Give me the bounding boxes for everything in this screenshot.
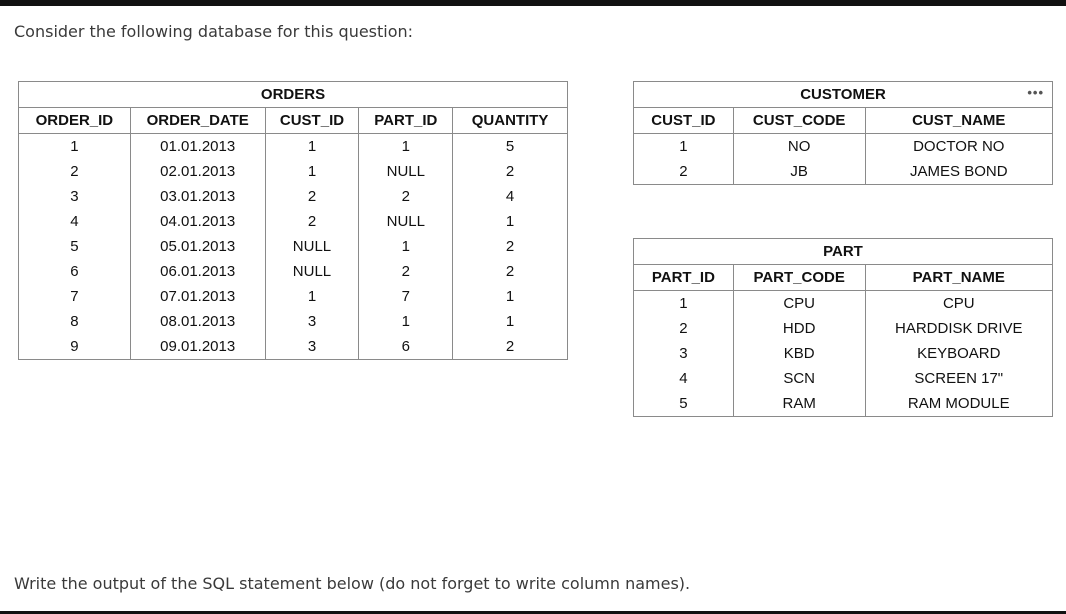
- table-row: [634, 391, 1053, 417]
- table-cell: 07.01.2013: [130, 284, 265, 309]
- table-row: [19, 309, 568, 334]
- column-header: ORDER_ID: [19, 108, 131, 134]
- table-cell: 1: [453, 209, 568, 234]
- table-cell: 1: [265, 159, 359, 184]
- table-cell: 3: [265, 334, 359, 360]
- table-cell: 04.01.2013: [130, 209, 265, 234]
- column-header: PART_NAME: [865, 265, 1052, 291]
- table-cell: 2: [265, 184, 359, 209]
- top-border: [0, 0, 1066, 6]
- table-cell: 06.01.2013: [130, 259, 265, 284]
- table-cell: DOCTOR NO: [865, 134, 1052, 160]
- table-cell: NO: [733, 134, 865, 160]
- table-cell: 5: [634, 391, 734, 417]
- table-row: [19, 184, 568, 209]
- table-cell: SCREEN 17": [865, 366, 1052, 391]
- table-row: [19, 234, 568, 259]
- table-cell: 1: [265, 284, 359, 309]
- table-cell: 1: [359, 134, 453, 160]
- table-cell: 2: [634, 159, 734, 185]
- table-cell: NULL: [359, 159, 453, 184]
- table-cell: 4: [634, 366, 734, 391]
- table-cell: 08.01.2013: [130, 309, 265, 334]
- table-row: [19, 159, 568, 184]
- column-header: CUST_NAME: [865, 108, 1052, 134]
- table-cell: 05.01.2013: [130, 234, 265, 259]
- part-table: [633, 238, 1053, 417]
- table-cell: NULL: [265, 234, 359, 259]
- table-row: [634, 366, 1053, 391]
- column-header: QUANTITY: [453, 108, 568, 134]
- part-header-row: [634, 265, 1053, 291]
- customer-table: [633, 81, 1053, 185]
- customer-header-row: [634, 108, 1053, 134]
- more-horizontal-icon[interactable]: •••: [1027, 85, 1044, 100]
- table-cell: RAM MODULE: [865, 391, 1052, 417]
- table-cell: 1: [453, 284, 568, 309]
- table-cell: KEYBOARD: [865, 341, 1052, 366]
- column-header: CUST_ID: [265, 108, 359, 134]
- orders-title: ORDERS: [19, 82, 568, 108]
- question-intro: Consider the following database for this question:: [14, 22, 414, 41]
- table-cell: 09.01.2013: [130, 334, 265, 360]
- table-cell: 7: [359, 284, 453, 309]
- table-cell: 2: [453, 159, 568, 184]
- table-cell: 1: [634, 134, 734, 160]
- table-cell: 9: [19, 334, 131, 360]
- table-cell: 4: [453, 184, 568, 209]
- table-row: [19, 334, 568, 360]
- table-cell: 6: [19, 259, 131, 284]
- table-row: [634, 316, 1053, 341]
- orders-table: [18, 81, 568, 360]
- table-row: [634, 291, 1053, 317]
- table-cell: 1: [634, 291, 734, 317]
- table-cell: HARDDISK DRIVE: [865, 316, 1052, 341]
- table-row: [19, 259, 568, 284]
- column-header: PART_CODE: [733, 265, 865, 291]
- table-cell: 2: [453, 334, 568, 360]
- table-cell: RAM: [733, 391, 865, 417]
- table-row: [634, 134, 1053, 160]
- table-row: [19, 209, 568, 234]
- table-cell: 2: [453, 259, 568, 284]
- table-cell: 2: [359, 184, 453, 209]
- table-cell: 1: [359, 309, 453, 334]
- table-cell: JAMES BOND: [865, 159, 1052, 185]
- table-cell: 2: [453, 234, 568, 259]
- customer-title: CUSTOMER: [800, 86, 886, 103]
- table-cell: 1: [453, 309, 568, 334]
- table-cell: KBD: [733, 341, 865, 366]
- table-cell: 3: [634, 341, 734, 366]
- table-cell: 3: [19, 184, 131, 209]
- table-cell: 3: [265, 309, 359, 334]
- question-instruction: Write the output of the SQL statement below (do not forget to write column names).: [14, 574, 691, 593]
- orders-header-row: [19, 108, 568, 134]
- table-cell: 5: [453, 134, 568, 160]
- column-header: PART_ID: [634, 265, 734, 291]
- table-cell: 2: [359, 259, 453, 284]
- table-cell: CPU: [865, 291, 1052, 317]
- table-cell: 03.01.2013: [130, 184, 265, 209]
- part-title: PART: [634, 239, 1053, 265]
- column-header: PART_ID: [359, 108, 453, 134]
- column-header: ORDER_DATE: [130, 108, 265, 134]
- table-cell: 8: [19, 309, 131, 334]
- table-cell: 2: [19, 159, 131, 184]
- table-cell: CPU: [733, 291, 865, 317]
- table-cell: 1: [359, 234, 453, 259]
- table-row: [19, 284, 568, 309]
- table-cell: 4: [19, 209, 131, 234]
- table-row: [634, 341, 1053, 366]
- table-cell: 01.01.2013: [130, 134, 265, 160]
- column-header: CUST_CODE: [733, 108, 865, 134]
- column-header: CUST_ID: [634, 108, 734, 134]
- table-cell: 7: [19, 284, 131, 309]
- table-cell: 6: [359, 334, 453, 360]
- table-row: [634, 159, 1053, 185]
- table-cell: HDD: [733, 316, 865, 341]
- table-cell: NULL: [265, 259, 359, 284]
- table-cell: SCN: [733, 366, 865, 391]
- table-cell: JB: [733, 159, 865, 185]
- table-cell: 02.01.2013: [130, 159, 265, 184]
- table-cell: NULL: [359, 209, 453, 234]
- table-cell: 2: [634, 316, 734, 341]
- table-row: [19, 134, 568, 160]
- table-cell: 1: [265, 134, 359, 160]
- table-cell: 5: [19, 234, 131, 259]
- table-cell: 1: [19, 134, 131, 160]
- table-cell: 2: [265, 209, 359, 234]
